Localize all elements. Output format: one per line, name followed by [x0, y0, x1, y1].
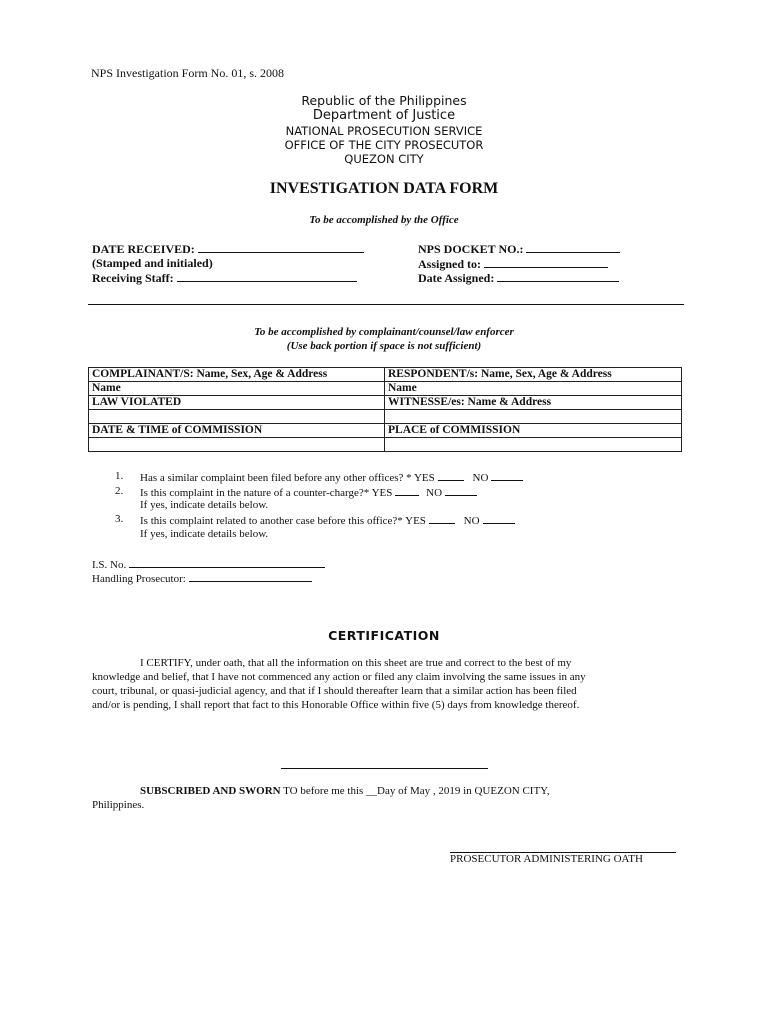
witnesses-header: WITNESSE/es: Name & Address	[385, 396, 682, 410]
date-time-header: DATE & TIME of COMMISSION	[89, 424, 385, 438]
law-violated-header: LAW VIOLATED	[89, 396, 385, 410]
respondent-header: RESPONDENT/s: Name, Sex, Age & Address	[385, 368, 682, 382]
question-2	[115, 485, 477, 499]
date-received-label: DATE RECEIVED:	[92, 242, 195, 256]
date-assigned-label: Date Assigned:	[418, 271, 495, 285]
question-2-note: If yes, indicate details below.	[140, 499, 269, 511]
place-header: PLACE of COMMISSION	[385, 424, 682, 438]
handling-prosecutor-label: Handling Prosecutor:	[92, 573, 186, 585]
table-row	[89, 382, 682, 396]
data-table	[88, 367, 682, 452]
complainant-note: (Use back portion if space is not sufficient)	[286, 340, 482, 352]
prosecutor-label: PROSECUTOR ADMINISTERING OATH	[450, 853, 643, 865]
is-no-row	[92, 556, 325, 571]
question-3	[115, 513, 515, 527]
stamped-label: (Stamped and initialed)	[92, 256, 213, 270]
question-number: 3.	[115, 513, 124, 525]
is-no-field[interactable]	[129, 556, 325, 568]
table-row	[89, 424, 682, 438]
no-label: NO	[472, 472, 489, 484]
docket-no-label: NPS DOCKET NO.:	[418, 242, 524, 256]
no-label: NO	[426, 487, 443, 499]
witnesses-cell[interactable]	[385, 410, 682, 424]
table-row	[89, 368, 682, 382]
question-text: Is this complaint in the nature of a counter-charge?* YES	[140, 487, 393, 499]
place-cell[interactable]	[385, 438, 682, 452]
assigned-to-label: Assigned to:	[418, 257, 482, 271]
header-department: Department of Justice	[312, 108, 456, 123]
table-row	[89, 396, 682, 410]
complainant-subtitle: To be accomplished by complainant/counsel/law enforcer	[254, 326, 514, 338]
receiving-staff-field[interactable]	[177, 270, 357, 282]
header-republic: Republic of the Philippines	[301, 93, 467, 108]
date-assigned-field[interactable]	[497, 270, 619, 282]
table-row	[89, 410, 682, 424]
date-time-cell[interactable]	[89, 438, 385, 452]
section-divider	[88, 304, 684, 305]
complainant-header: COMPLAINANT/S: Name, Sex, Age & Address	[89, 368, 385, 382]
sworn-rest: TO before me this __Day of May , 2019 in QUEZON CITY,	[280, 785, 550, 797]
question-number: 1.	[115, 470, 124, 482]
header-office: OFFICE OF THE CITY PROSECUTOR	[284, 138, 484, 152]
question-number: 2.	[115, 485, 124, 497]
no-label: NO	[463, 515, 480, 527]
law-violated-cell[interactable]	[89, 410, 385, 424]
certification-line-3: court, tribunal, or quasi-judicial agency, and that if I should thereafter learn that a similar action has been filed	[92, 685, 577, 697]
table-row	[89, 438, 682, 452]
complainant-name-cell[interactable]: Name	[89, 382, 385, 396]
sworn-line-2: Philippines.	[92, 799, 145, 811]
handling-prosecutor-field[interactable]	[189, 570, 312, 582]
sworn-statement	[140, 785, 549, 797]
question-text: Is this complaint related to another case before this office?* YES	[140, 515, 426, 527]
signature-line[interactable]	[281, 768, 488, 769]
is-no-label: I.S. No.	[92, 559, 127, 571]
sworn-bold: SUBSCRIBED AND SWORN	[140, 785, 281, 797]
no-field[interactable]	[445, 485, 477, 496]
certification-line-1: I CERTIFY, under oath, that all the information on this sheet are true and correct to the best of my	[140, 657, 572, 669]
docket-no-row	[418, 241, 620, 257]
form-number: NPS Investigation Form No. 01, s. 2008	[91, 66, 285, 80]
question-text: Has a similar complaint been filed before any other offices? * YES	[140, 472, 435, 484]
handling-prosecutor-row	[92, 570, 312, 585]
date-received-row	[92, 241, 364, 257]
respondent-name-cell[interactable]: Name	[385, 382, 682, 396]
question-1	[115, 470, 523, 484]
header-city: QUEZON CITY	[344, 152, 424, 166]
question-3-note: If yes, indicate details below.	[140, 528, 269, 540]
office-subtitle: To be accomplished by the Office	[309, 214, 459, 226]
certification-line-2: knowledge and belief, that I have not commenced any action or filed any claim involving the same issues in any	[92, 671, 586, 683]
yes-field[interactable]	[395, 485, 419, 496]
receiving-staff-row	[92, 270, 357, 286]
certification-line-4: and/or is pending, I shall report that fact to this Honorable Office within five (5) days from knowledge thereof.	[92, 699, 580, 711]
header-nps: NATIONAL PROSECUTION SERVICE	[285, 124, 483, 138]
no-field[interactable]	[483, 513, 515, 524]
docket-no-field[interactable]	[526, 241, 620, 253]
no-field[interactable]	[491, 470, 523, 481]
assigned-to-field[interactable]	[484, 256, 608, 268]
date-received-field[interactable]	[198, 241, 364, 253]
yes-field[interactable]	[438, 470, 464, 481]
date-assigned-row	[418, 270, 619, 286]
page-title: INVESTIGATION DATA FORM	[269, 180, 499, 197]
yes-field[interactable]	[429, 513, 455, 524]
receiving-staff-label: Receiving Staff:	[92, 271, 174, 285]
certification-title: CERTIFICATION	[328, 628, 440, 643]
